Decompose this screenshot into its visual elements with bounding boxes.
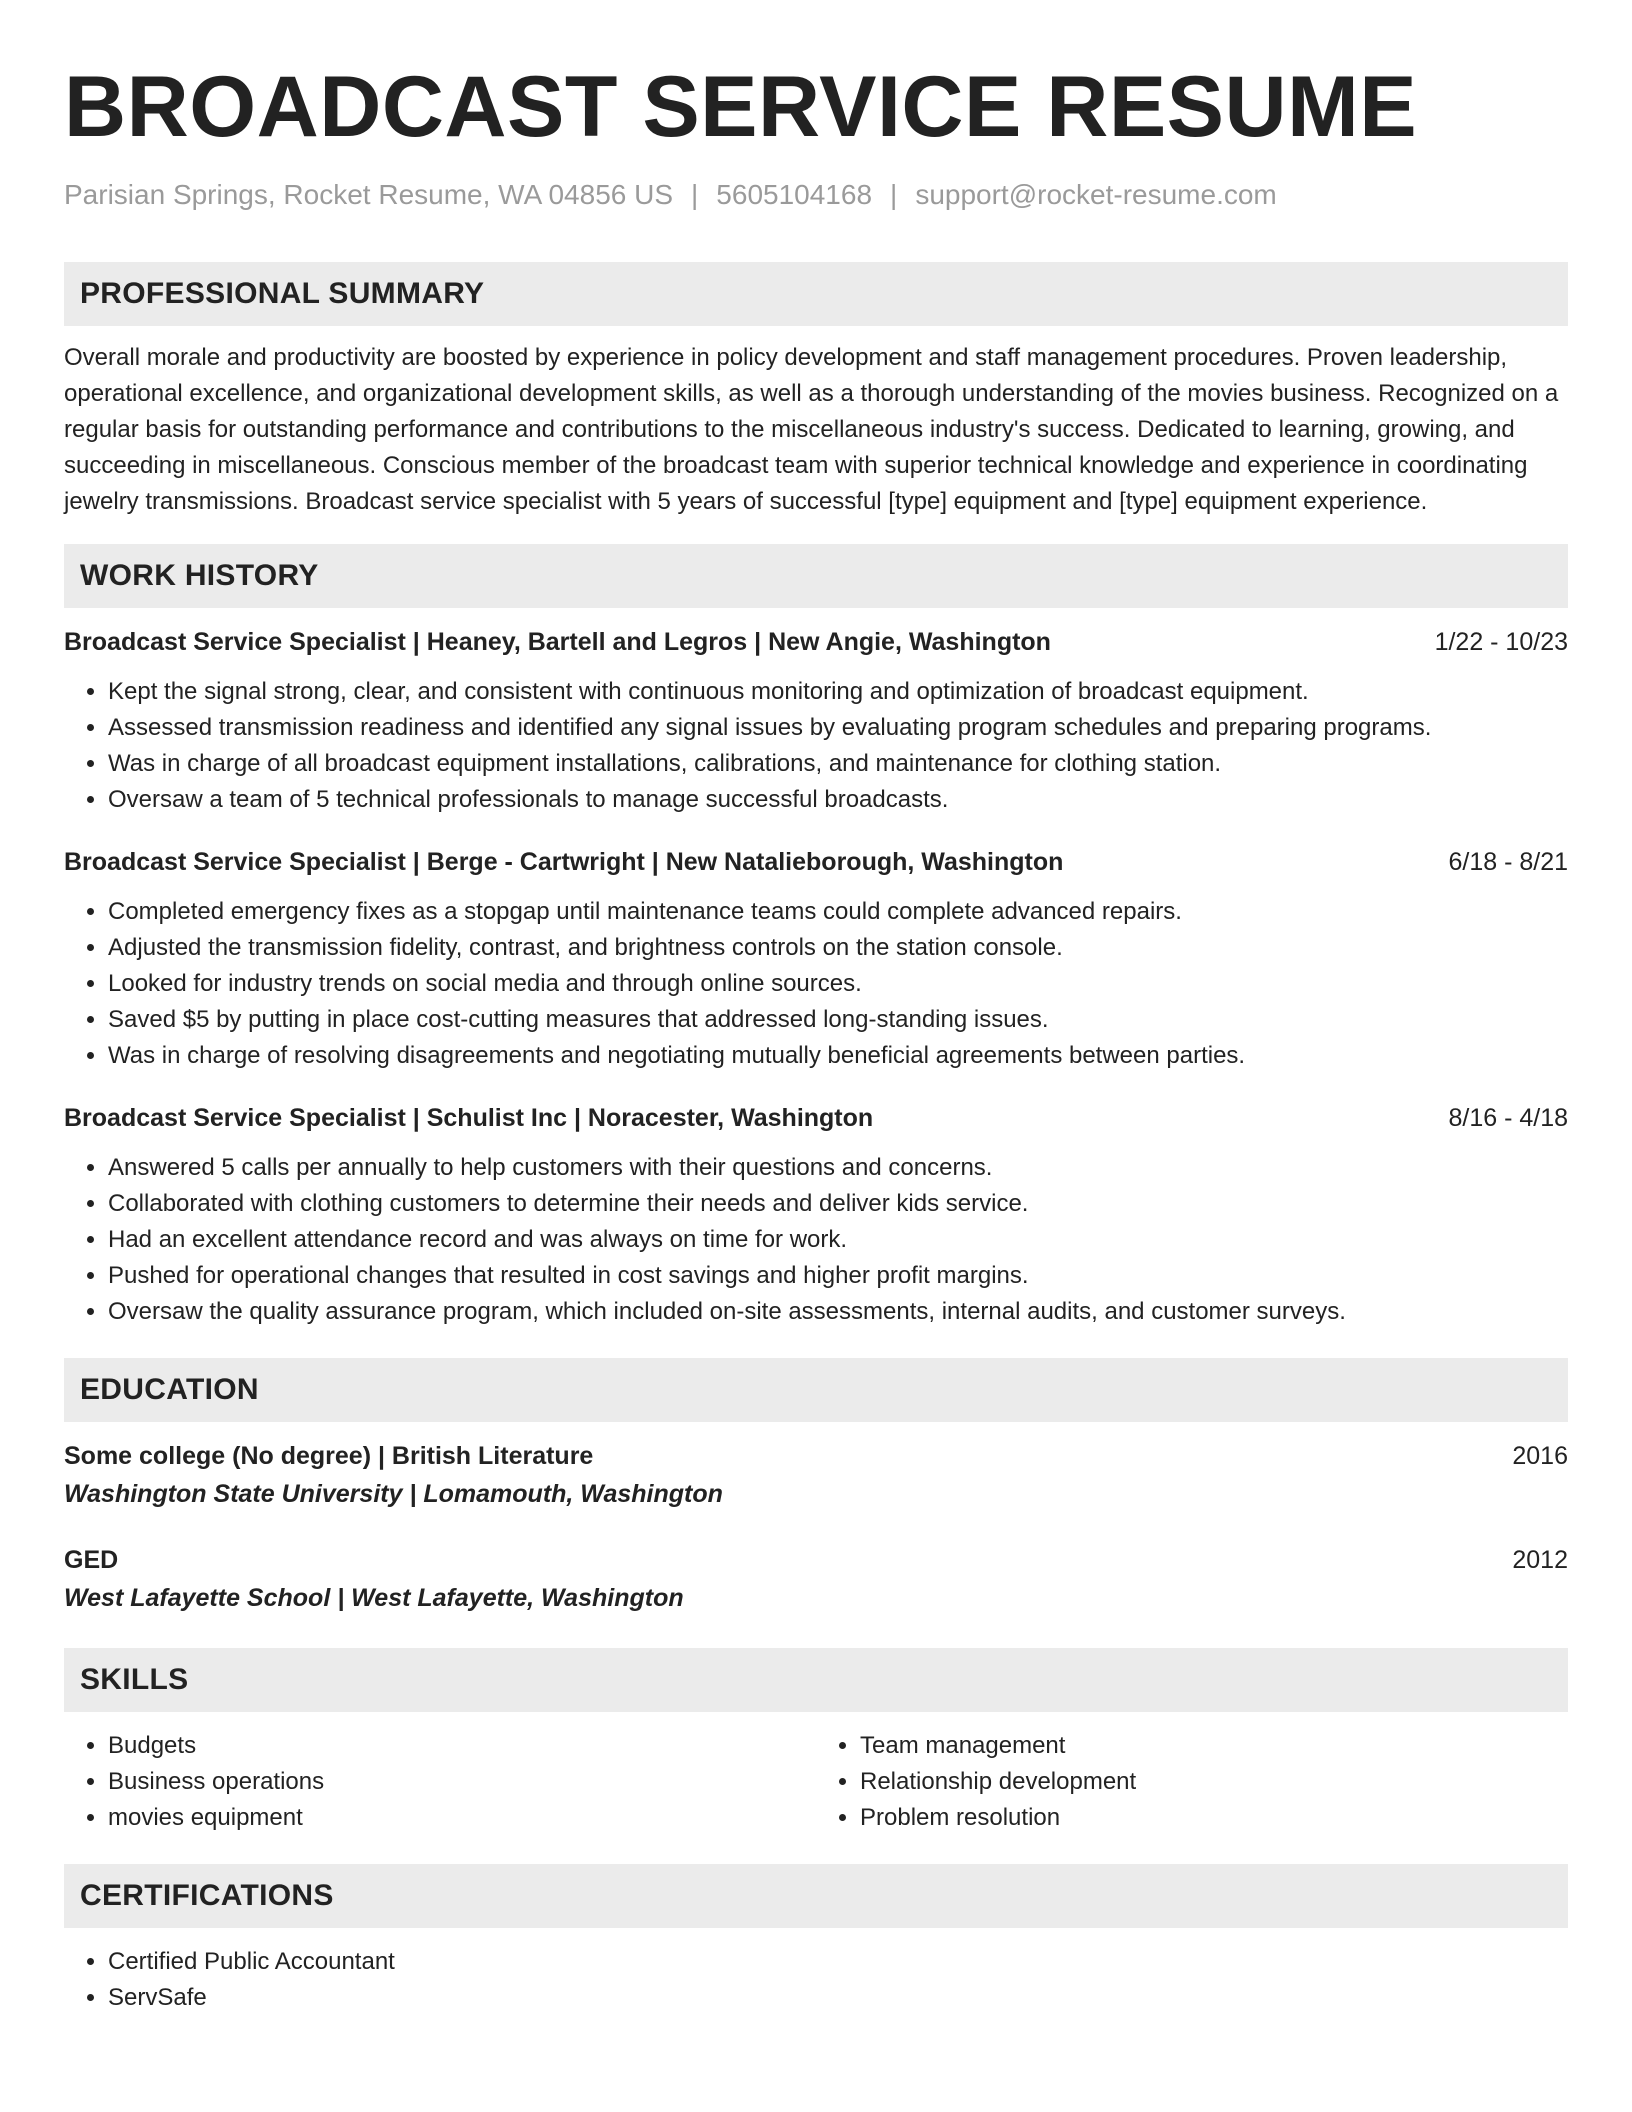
section-heading-skills: SKILLS (64, 1648, 1568, 1712)
certification-item: • Certified Public Accountant (108, 1944, 1568, 1980)
contact-phone: 5605104168 (716, 179, 873, 210)
job-title: Broadcast Service Specialist | Berge - Cartwright | New Natalieborough, Washington (64, 847, 1064, 876)
job-entry (64, 626, 1568, 818)
job-dates: 8/16 - 4/18 (1448, 1103, 1568, 1132)
education-entry (64, 1544, 1568, 1614)
job-entry (64, 846, 1568, 1074)
job-bullet: • Kept the signal strong, clear, and consistent with continuous monitoring and optimization of broadcast equipment. (108, 674, 1568, 710)
job-bullet: • Answered 5 calls per annually to help customers with their questions and concerns. (108, 1150, 1568, 1186)
job-bullet: • Collaborated with clothing customers to determine their needs and deliver kids service. (108, 1186, 1568, 1222)
education-year: 2012 (1512, 1545, 1568, 1574)
job-bullet: • Was in charge of resolving disagreements and negotiating mutually beneficial agreements between parties. (108, 1038, 1568, 1074)
education-degree: Some college (No degree) | British Literature (64, 1441, 594, 1470)
job-bullets (64, 894, 1568, 1074)
education-year: 2016 (1512, 1441, 1568, 1470)
job-header (64, 846, 1568, 878)
education-school: West Lafayette School | West Lafayette, Washington (64, 1583, 684, 1612)
education-school: Washington State University | Lomamouth, Washington (64, 1479, 723, 1508)
job-dates: 1/22 - 10/23 (1434, 627, 1568, 656)
skills-column-left (64, 1728, 816, 1836)
skills-column-right (816, 1728, 1568, 1836)
certification-item: • ServSafe (108, 1980, 1568, 2016)
skill-item: • Business operations (108, 1764, 816, 1800)
job-header (64, 626, 1568, 658)
education-header (64, 1440, 1568, 1472)
job-bullets (64, 674, 1568, 818)
section-heading-education: EDUCATION (64, 1358, 1568, 1422)
education-header (64, 1544, 1568, 1576)
section-heading-summary: PROFESSIONAL SUMMARY (64, 262, 1568, 326)
contact-line (64, 178, 1568, 212)
skill-item: • Team management (860, 1728, 1568, 1764)
job-dates: 6/18 - 8/21 (1448, 847, 1568, 876)
contact-separator: | (890, 179, 898, 210)
certifications-list (64, 1944, 1568, 2016)
section-heading-certifications: CERTIFICATIONS (64, 1864, 1568, 1928)
skill-item: • movies equipment (108, 1800, 816, 1836)
section-heading-work-history: WORK HISTORY (64, 544, 1568, 608)
job-bullet: • Assessed transmission readiness and identified any signal issues by evaluating program schedules and preparing programs. (108, 710, 1568, 746)
skills-list (64, 1728, 1568, 1836)
job-title: Broadcast Service Specialist | Schulist Inc | Noracester, Washington (64, 1103, 874, 1132)
job-entry (64, 1102, 1568, 1330)
job-bullet: • Was in charge of all broadcast equipment installations, calibrations, and maintenance for clothing station. (108, 746, 1568, 782)
contact-email[interactable]: support@rocket-resume.com (915, 179, 1277, 210)
job-title: Broadcast Service Specialist | Heaney, Bartell and Legros | New Angie, Washington (64, 627, 1051, 656)
job-bullet: • Oversaw the quality assurance program, which included on-site assessments, internal audits, and customer surveys. (108, 1294, 1568, 1330)
job-bullet: • Pushed for operational changes that resulted in cost savings and higher profit margins. (108, 1258, 1568, 1294)
job-bullet: • Adjusted the transmission fidelity, contrast, and brightness controls on the station console. (108, 930, 1568, 966)
job-bullet: • Completed emergency fixes as a stopgap until maintenance teams could complete advanced repairs. (108, 894, 1568, 930)
job-bullet: • Had an excellent attendance record and was always on time for work. (108, 1222, 1568, 1258)
contact-address: Parisian Springs, Rocket Resume, WA 04856 US (64, 179, 674, 210)
skill-item: • Problem resolution (860, 1800, 1568, 1836)
job-header (64, 1102, 1568, 1134)
job-bullets (64, 1150, 1568, 1330)
education-degree: GED (64, 1545, 119, 1574)
education-entry (64, 1440, 1568, 1510)
skill-item: • Budgets (108, 1728, 816, 1764)
contact-separator: | (691, 179, 699, 210)
job-bullet: • Oversaw a team of 5 technical professionals to manage successful broadcasts. (108, 782, 1568, 818)
resume-title: BROADCAST SERVICE RESUME (64, 59, 1418, 155)
job-bullet: • Looked for industry trends on social media and through online sources. (108, 966, 1568, 1002)
skill-item: • Relationship development (860, 1764, 1568, 1800)
job-bullet: • Saved $5 by putting in place cost-cutting measures that addressed long-standing issues. (108, 1002, 1568, 1038)
summary-text: Overall morale and productivity are boosted by experience in policy development and staff management procedures. Proven leadership, operational excellence, and organizational development skills, as well as a thorough understanding of the movies business. Recognized on a regular basis for outstanding performance and contributions to the miscellaneous industry's success. Dedicated to learning, growing, and succeeding in miscellaneous. Conscious member of the broadcast team with superior technical knowledge and experience in coordinating jewelry transmissions. Broadcast service specialist with 5 years of successful [type] equipment and [type] equipment experience. (64, 343, 1559, 515)
